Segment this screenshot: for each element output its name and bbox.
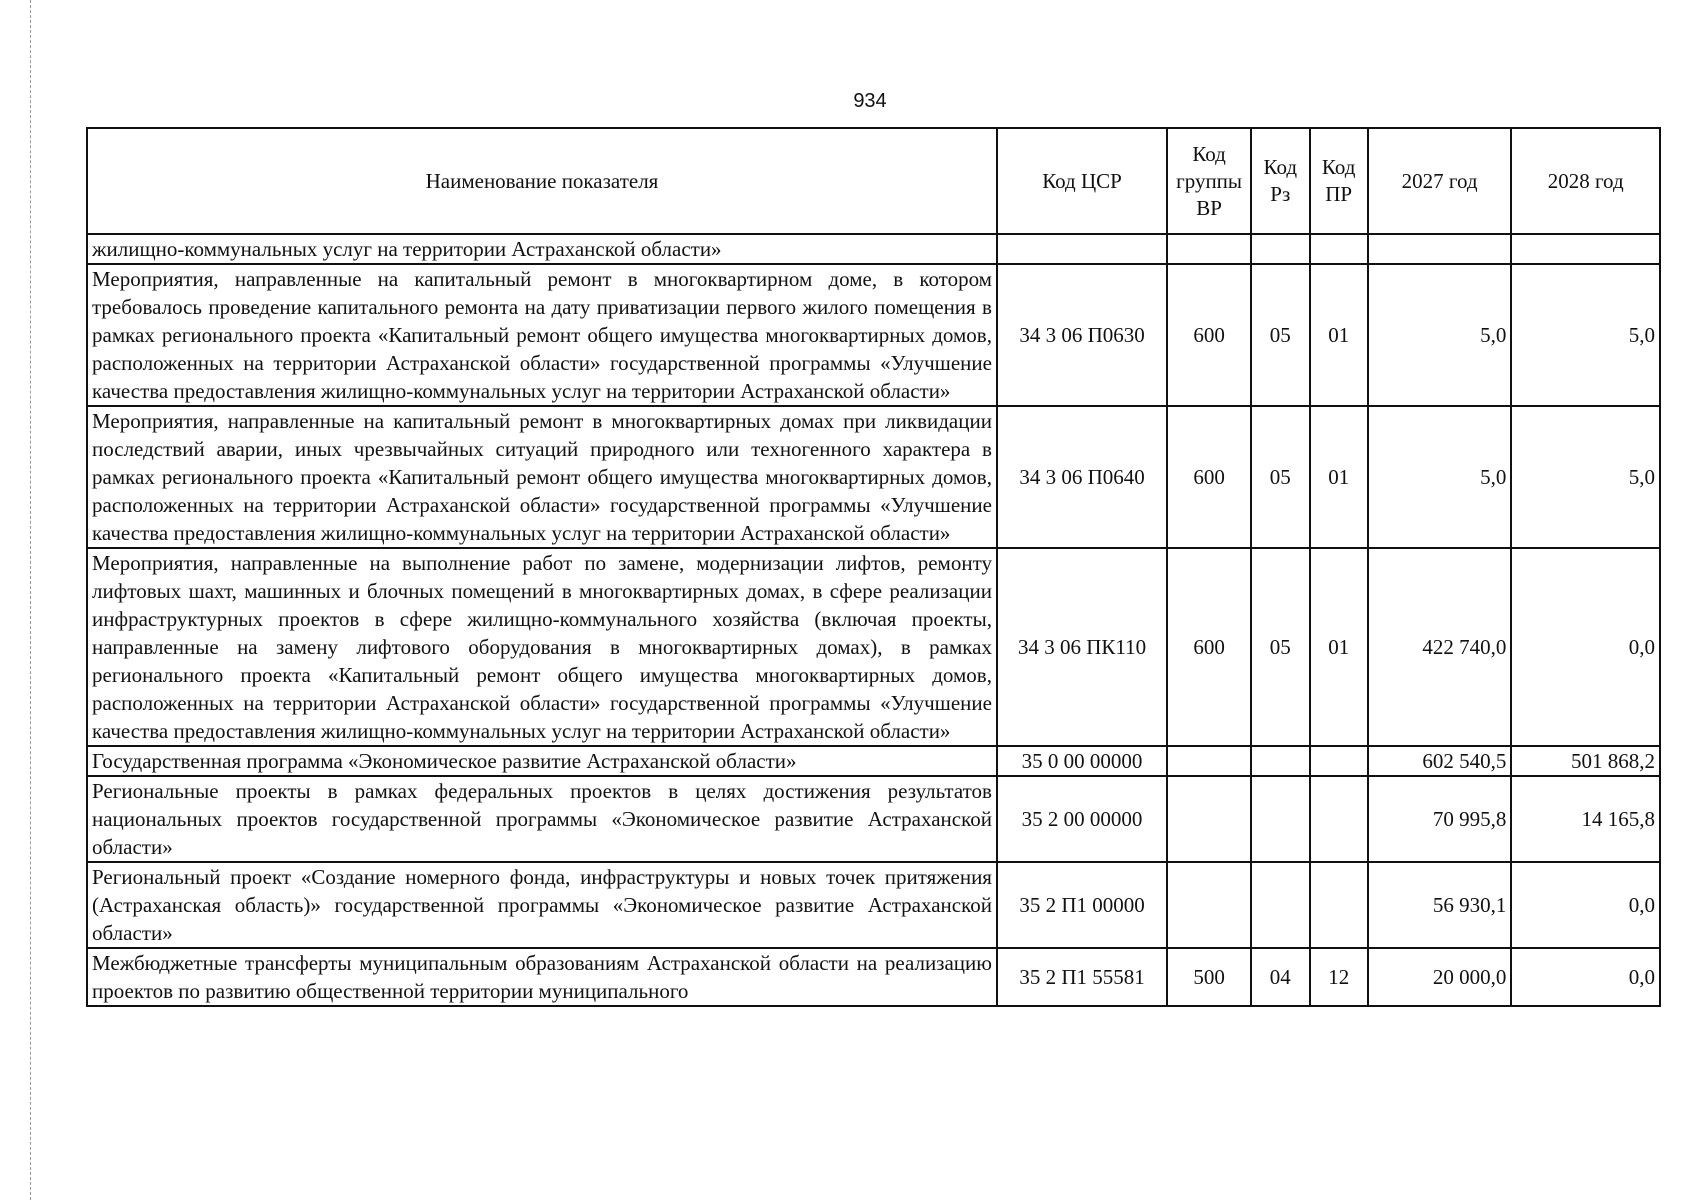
row-2028: 0,0 <box>1511 948 1660 1006</box>
row-pr: 01 <box>1310 548 1368 746</box>
budget-table <box>86 127 1661 1007</box>
header-name: Наименование показателя <box>87 128 997 234</box>
row-name: Региональный проект «Создание номерного фонда, инфраструктуры и новых точек притяжения (Астраханская область)» государственной программы «Экономическое развитие Астраханской области» <box>87 862 997 948</box>
row-vr <box>1167 776 1251 862</box>
row-name: Межбюджетные трансферты муниципальным образованиям Астраханской области на реализацию проектов по развитию общественной территории муниципального <box>87 948 997 1006</box>
row-2027: 56 930,1 <box>1368 862 1511 948</box>
row-csr: 34 3 06 П0630 <box>997 264 1167 406</box>
row-vr: 600 <box>1167 264 1251 406</box>
header-csr: Код ЦСР <box>997 128 1167 234</box>
header-vr: Код группы ВР <box>1167 128 1251 234</box>
header-rz: Код Рз <box>1251 128 1309 234</box>
row-vr: 600 <box>1167 548 1251 746</box>
row-csr: 35 2 00 00000 <box>997 776 1167 862</box>
table-row <box>87 862 1660 948</box>
row-csr: 35 2 П1 00000 <box>997 862 1167 948</box>
row-2028: 0,0 <box>1511 548 1660 746</box>
row-2027: 602 540,5 <box>1368 746 1511 776</box>
row-rz <box>1251 234 1309 264</box>
row-csr: 35 0 00 00000 <box>997 746 1167 776</box>
row-2027: 5,0 <box>1368 406 1511 548</box>
row-name: Мероприятия, направленные на выполнение работ по замене, модернизации лифтов, ремонту лифтовых шахт, машинных и блочных помещений в многоквартирных домах, в сфере реализации инфраструктурных проектов в сфере жилищно-коммунального хозяйства (включая проекты, направленные на замену лифтового оборудования в многоквартирных домах), в рамках регионального проекта «Капитальный ремонт общего имущества многоквартирных домов, расположенных на территории Астраханской области» государственной программы «Улучшение качества предоставления жилищно-коммунальных услуг на территории Астраханской области» <box>87 548 997 746</box>
header-pr: Код ПР <box>1310 128 1368 234</box>
row-csr: 34 3 06 ПК110 <box>997 548 1167 746</box>
row-rz <box>1251 746 1309 776</box>
row-name: Мероприятия, направленные на капитальный ремонт в многоквартирном доме, в котором требовалось проведение капитального ремонта на дату приватизации первого жилого помещения в рамках регионального проекта «Капитальный ремонт общего имущества многоквартирных домов, расположенных на территории Астраханской области» государственной программы «Улучшение качества предоставления жилищно-коммунальных услуг на территории Астраханской области» <box>87 264 997 406</box>
table-row <box>87 264 1660 406</box>
table-header-row <box>87 128 1660 234</box>
row-vr <box>1167 862 1251 948</box>
row-name: Региональные проекты в рамках федеральных проектов в целях достижения результатов национальных проектов государственной программы «Экономическое развитие Астраханской области» <box>87 776 997 862</box>
row-vr: 500 <box>1167 948 1251 1006</box>
row-pr: 01 <box>1310 264 1368 406</box>
row-rz: 04 <box>1251 948 1309 1006</box>
row-2028 <box>1511 234 1660 264</box>
scan-edge-line <box>30 0 31 1200</box>
row-vr: 600 <box>1167 406 1251 548</box>
row-2028: 5,0 <box>1511 406 1660 548</box>
row-csr: 34 3 06 П0640 <box>997 406 1167 548</box>
row-pr <box>1310 746 1368 776</box>
row-2027: 70 995,8 <box>1368 776 1511 862</box>
row-2028: 501 868,2 <box>1511 746 1660 776</box>
row-rz: 05 <box>1251 548 1309 746</box>
table-row <box>87 948 1660 1006</box>
row-2028: 0,0 <box>1511 862 1660 948</box>
table-row <box>87 776 1660 862</box>
row-rz <box>1251 862 1309 948</box>
header-2027: 2027 год <box>1368 128 1511 234</box>
page-number: 934 <box>853 90 887 112</box>
row-rz: 05 <box>1251 406 1309 548</box>
row-2027: 20 000,0 <box>1368 948 1511 1006</box>
row-vr <box>1167 746 1251 776</box>
header-2028: 2028 год <box>1511 128 1660 234</box>
row-2027: 5,0 <box>1368 264 1511 406</box>
table-row <box>87 406 1660 548</box>
row-pr <box>1310 234 1368 264</box>
row-name: жилищно-коммунальных услуг на территории Астраханской области» <box>87 234 997 264</box>
row-name: Мероприятия, направленные на капитальный ремонт в многоквартирных домах при ликвидации последствий аварии, иных чрезвычайных ситуаций природного или техногенного характера в рамках регионального проекта «Капитальный ремонт общего имущества многоквартирных домов, расположенных на территории Астраханской области» государственной программы «Улучшение качества предоставления жилищно-коммунальных услуг на территории Астраханской области» <box>87 406 997 548</box>
table-row <box>87 234 1660 264</box>
row-pr: 01 <box>1310 406 1368 548</box>
row-rz <box>1251 776 1309 862</box>
row-csr <box>997 234 1167 264</box>
row-csr: 35 2 П1 55581 <box>997 948 1167 1006</box>
row-rz: 05 <box>1251 264 1309 406</box>
row-2027: 422 740,0 <box>1368 548 1511 746</box>
row-2028: 14 165,8 <box>1511 776 1660 862</box>
row-2028: 5,0 <box>1511 264 1660 406</box>
table-row <box>87 548 1660 746</box>
table-row <box>87 746 1660 776</box>
row-pr <box>1310 776 1368 862</box>
row-vr <box>1167 234 1251 264</box>
row-pr <box>1310 862 1368 948</box>
row-name: Государственная программа «Экономическое развитие Астраханской области» <box>87 746 997 776</box>
row-2027 <box>1368 234 1511 264</box>
row-pr: 12 <box>1310 948 1368 1006</box>
